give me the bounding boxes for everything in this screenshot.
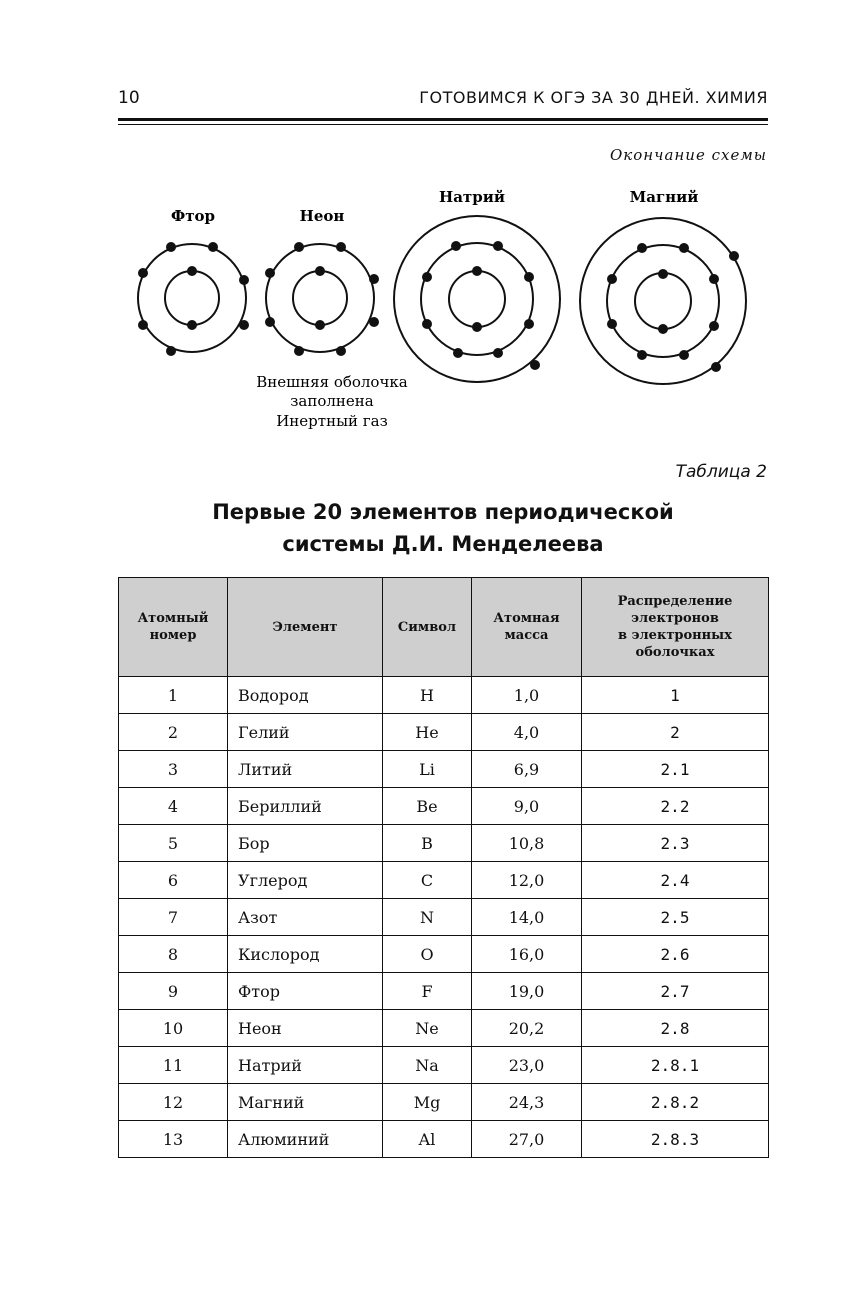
cell-symbol: Be [383, 788, 472, 825]
cell-element: Гелий [228, 714, 383, 751]
cell-symbol: H [383, 677, 472, 714]
cell-mass: 20,2 [472, 1010, 582, 1047]
cell-mass: 16,0 [472, 936, 582, 973]
sodium-electron [472, 322, 482, 332]
magnesium-electron [607, 319, 617, 329]
neon-electron [294, 242, 304, 252]
cell-symbol: Li [383, 751, 472, 788]
sodium-electron [493, 348, 503, 358]
cell-element: Литий [228, 751, 383, 788]
sodium-electron [493, 241, 503, 251]
table-row [119, 936, 769, 973]
cell-distribution: 2.7 [582, 973, 769, 1010]
cell-mass: 4,0 [472, 714, 582, 751]
cell-symbol: C [383, 862, 472, 899]
cell-distribution: 2.8.2 [582, 1084, 769, 1121]
cell-number: 2 [119, 714, 228, 751]
atom-structure-diagram [0, 180, 845, 440]
cell-distribution: 2.6 [582, 936, 769, 973]
cell-number: 7 [119, 899, 228, 936]
cell-mass: 12,0 [472, 862, 582, 899]
table-row [119, 751, 769, 788]
table-row [119, 1084, 769, 1121]
header-rule-thick [118, 118, 768, 121]
cell-element: Азот [228, 899, 383, 936]
fluorine-electron [208, 242, 218, 252]
cell-element: Фтор [228, 973, 383, 1010]
fluorine-electron [187, 320, 197, 330]
sodium-electron [524, 272, 534, 282]
cell-element: Кислород [228, 936, 383, 973]
table-row [119, 862, 769, 899]
cell-number: 3 [119, 751, 228, 788]
sodium-atom [394, 188, 560, 382]
elements-table [118, 577, 769, 1158]
neon-note-line-3: Инертный газ [276, 412, 388, 430]
neon-electron [265, 268, 275, 278]
fluorine-electron [138, 268, 148, 278]
cell-element: Бор [228, 825, 383, 862]
magnesium-electron [679, 243, 689, 253]
cell-mass: 10,8 [472, 825, 582, 862]
magnesium-electron [679, 350, 689, 360]
table-row [119, 825, 769, 862]
magnesium-shell-1 [635, 273, 691, 329]
neon-electron [315, 320, 325, 330]
cell-distribution: 2.8 [582, 1010, 769, 1047]
neon-note-line-2: заполнена [290, 392, 374, 410]
cell-distribution: 2.4 [582, 862, 769, 899]
page-number: 10 [118, 88, 140, 108]
sodium-label: Натрий [439, 188, 505, 206]
cell-symbol: Na [383, 1047, 472, 1084]
sodium-electron [451, 241, 461, 251]
cell-number: 5 [119, 825, 228, 862]
magnesium-electron [637, 243, 647, 253]
neon-note-line-1: Внешняя оболочка [256, 373, 408, 391]
cell-number: 8 [119, 936, 228, 973]
sodium-electron [530, 360, 540, 370]
sodium-electron [422, 272, 432, 282]
table-body [119, 677, 769, 1158]
cell-symbol: Mg [383, 1084, 472, 1121]
neon-electron [369, 274, 379, 284]
cell-symbol: Ne [383, 1010, 472, 1047]
magnesium-electron [637, 350, 647, 360]
table-row [119, 899, 769, 936]
cell-distribution: 2.8.3 [582, 1121, 769, 1158]
magnesium-electron [658, 324, 668, 334]
cell-element: Алюминий [228, 1121, 383, 1158]
neon-electron [265, 317, 275, 327]
table-label: Таблица 2 [675, 462, 767, 482]
fluorine-electron [239, 320, 249, 330]
neon-electron [336, 242, 346, 252]
sodium-shell-1 [449, 271, 505, 327]
header-electron-distribution: Распределение электронов в электронных оболочках [582, 578, 769, 677]
table-header-row [119, 578, 769, 677]
magnesium-shell-3 [580, 218, 746, 384]
cell-element: Натрий [228, 1047, 383, 1084]
cell-mass: 27,0 [472, 1121, 582, 1158]
cell-symbol: N [383, 899, 472, 936]
cell-number: 12 [119, 1084, 228, 1121]
neon-shell-1 [293, 271, 347, 325]
magnesium-label: Магний [629, 188, 699, 206]
page-header [118, 88, 768, 114]
magnesium-electron [607, 274, 617, 284]
fluorine-electron [187, 266, 197, 276]
table-row [119, 788, 769, 825]
fluorine-electron [138, 320, 148, 330]
cell-mass: 24,3 [472, 1084, 582, 1121]
cell-symbol: He [383, 714, 472, 751]
magnesium-electron [658, 269, 668, 279]
cell-mass: 6,9 [472, 751, 582, 788]
magnesium-electron [709, 321, 719, 331]
header-atomic-number: Атомный номер [119, 578, 228, 677]
cell-mass: 14,0 [472, 899, 582, 936]
running-title: ГОТОВИМСЯ К ОГЭ ЗА 30 ДНЕЙ. ХИМИЯ [419, 88, 768, 107]
cell-distribution: 1 [582, 677, 769, 714]
cell-distribution: 2.8.1 [582, 1047, 769, 1084]
neon-atom [256, 207, 407, 430]
magnesium-electron [729, 251, 739, 261]
fluorine-shell-2 [138, 244, 246, 352]
cell-distribution: 2.3 [582, 825, 769, 862]
cell-distribution: 2 [582, 714, 769, 751]
fluorine-atom [138, 207, 249, 356]
cell-mass: 23,0 [472, 1047, 582, 1084]
cell-number: 4 [119, 788, 228, 825]
cell-mass: 19,0 [472, 973, 582, 1010]
fluorine-electron [239, 275, 249, 285]
cell-number: 1 [119, 677, 228, 714]
neon-electron [315, 266, 325, 276]
cell-number: 13 [119, 1121, 228, 1158]
cell-number: 9 [119, 973, 228, 1010]
header-element: Элемент [228, 578, 383, 677]
magnesium-electron [711, 362, 721, 372]
cell-distribution: 2.5 [582, 899, 769, 936]
table-title-line-1: Первые 20 элементов периодической [212, 500, 674, 524]
cell-mass: 9,0 [472, 788, 582, 825]
cell-number: 6 [119, 862, 228, 899]
table-row [119, 1121, 769, 1158]
header-symbol: Символ [383, 578, 472, 677]
neon-label: Неон [299, 207, 345, 225]
cell-element: Водород [228, 677, 383, 714]
magnesium-shell-2 [607, 245, 719, 357]
cell-distribution: 2.1 [582, 751, 769, 788]
cell-element: Неон [228, 1010, 383, 1047]
cell-element: Бериллий [228, 788, 383, 825]
magnesium-electron [709, 274, 719, 284]
cell-number: 10 [119, 1010, 228, 1047]
header-rule-thin [118, 124, 768, 125]
sodium-electron [472, 266, 482, 276]
sodium-electron [422, 319, 432, 329]
sodium-electron [453, 348, 463, 358]
cell-mass: 1,0 [472, 677, 582, 714]
table-row [119, 973, 769, 1010]
fluorine-label: Фтор [170, 207, 216, 225]
fluorine-electron [166, 346, 176, 356]
cell-symbol: F [383, 973, 472, 1010]
cell-symbol: O [383, 936, 472, 973]
header-atomic-mass: Атомная масса [472, 578, 582, 677]
fluorine-electron [166, 242, 176, 252]
table-row [119, 1010, 769, 1047]
sodium-shell-3 [394, 216, 560, 382]
sodium-electron [524, 319, 534, 329]
cell-element: Углерод [228, 862, 383, 899]
table-title [118, 496, 768, 560]
table-row [119, 677, 769, 714]
cell-number: 11 [119, 1047, 228, 1084]
table-title-line-2: системы Д.И. Менделеева [282, 532, 604, 556]
cell-symbol: Al [383, 1121, 472, 1158]
magnesium-atom [580, 188, 746, 384]
table-row [119, 714, 769, 751]
neon-electron [336, 346, 346, 356]
neon-shell-2 [266, 244, 374, 352]
fluorine-shell-1 [165, 271, 219, 325]
cell-symbol: B [383, 825, 472, 862]
neon-electron [369, 317, 379, 327]
cell-distribution: 2.2 [582, 788, 769, 825]
neon-electron [294, 346, 304, 356]
scheme-caption: Окончание схемы [609, 146, 767, 164]
table-row [119, 1047, 769, 1084]
sodium-shell-2 [421, 243, 533, 355]
cell-element: Магний [228, 1084, 383, 1121]
